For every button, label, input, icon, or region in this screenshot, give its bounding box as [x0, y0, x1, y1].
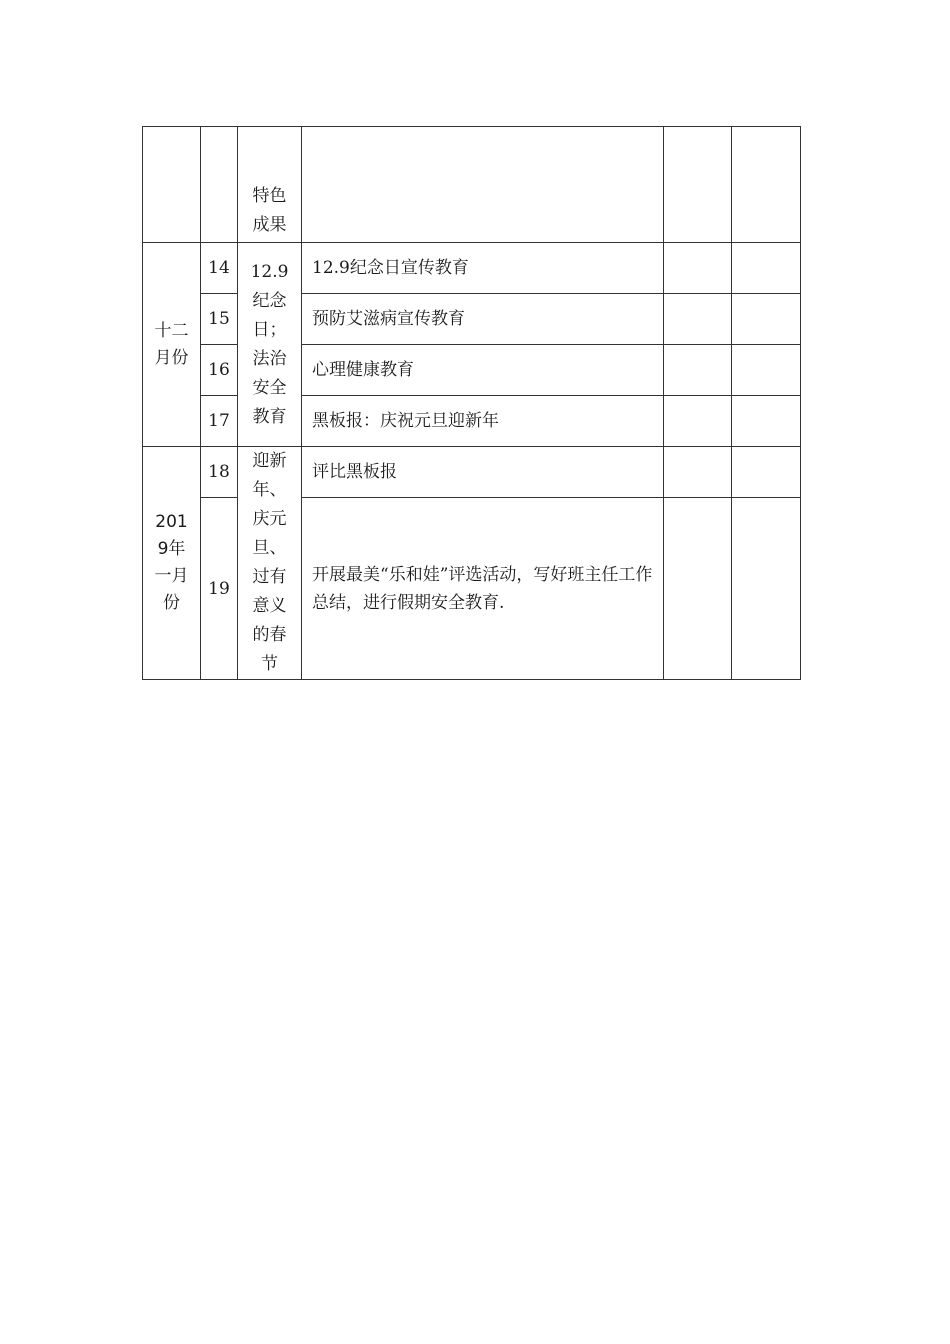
theme-text: 特色成果	[252, 186, 287, 235]
number-cell: 15	[201, 294, 238, 345]
month-cell	[143, 243, 201, 447]
theme-text: 迎新年、庆元旦、过有意义的春节	[252, 451, 287, 674]
blank-cell	[732, 345, 801, 396]
blank-cell	[732, 498, 801, 680]
number-cell: 16	[201, 345, 238, 396]
blank-cell	[664, 447, 732, 498]
number-cell: 17	[201, 396, 238, 447]
blank-cell	[664, 498, 732, 680]
month-text: 十二月份	[154, 320, 189, 368]
table-row	[143, 447, 801, 498]
content-cell: 黑板报：庆祝元旦迎新年	[302, 396, 664, 447]
blank-cell	[664, 345, 732, 396]
blank-cell	[664, 243, 732, 294]
blank-cell	[732, 243, 801, 294]
content-cell: 12.9纪念日宣传教育	[302, 243, 664, 294]
content-cell: 心理健康教育	[302, 345, 664, 396]
blank-cell	[732, 127, 801, 243]
number-cell: 19	[201, 498, 238, 680]
theme-cell	[238, 127, 302, 243]
theme-cell	[238, 447, 302, 680]
month-cell	[143, 447, 201, 680]
month-cell	[143, 127, 201, 243]
content-cell: 评比黑板报	[302, 447, 664, 498]
theme-cell	[238, 243, 302, 447]
theme-text: 12.9纪念日；法治安全教育	[250, 261, 289, 427]
table-row	[143, 127, 801, 243]
blank-cell	[732, 396, 801, 447]
number-cell	[201, 127, 238, 243]
blank-cell	[732, 447, 801, 498]
month-text: 2019年一月份	[154, 512, 189, 613]
blank-cell	[664, 127, 732, 243]
number-cell: 18	[201, 447, 238, 498]
table-row	[143, 243, 801, 294]
content-cell: 预防艾滋病宣传教育	[302, 294, 664, 345]
number-cell: 14	[201, 243, 238, 294]
activity-plan-table	[142, 126, 801, 680]
blank-cell	[732, 294, 801, 345]
content-cell	[302, 127, 664, 243]
blank-cell	[664, 294, 732, 345]
blank-cell	[664, 396, 732, 447]
content-cell: 开展最美“乐和娃”评选活动，写好班主任工作总结，进行假期安全教育.	[302, 498, 664, 680]
